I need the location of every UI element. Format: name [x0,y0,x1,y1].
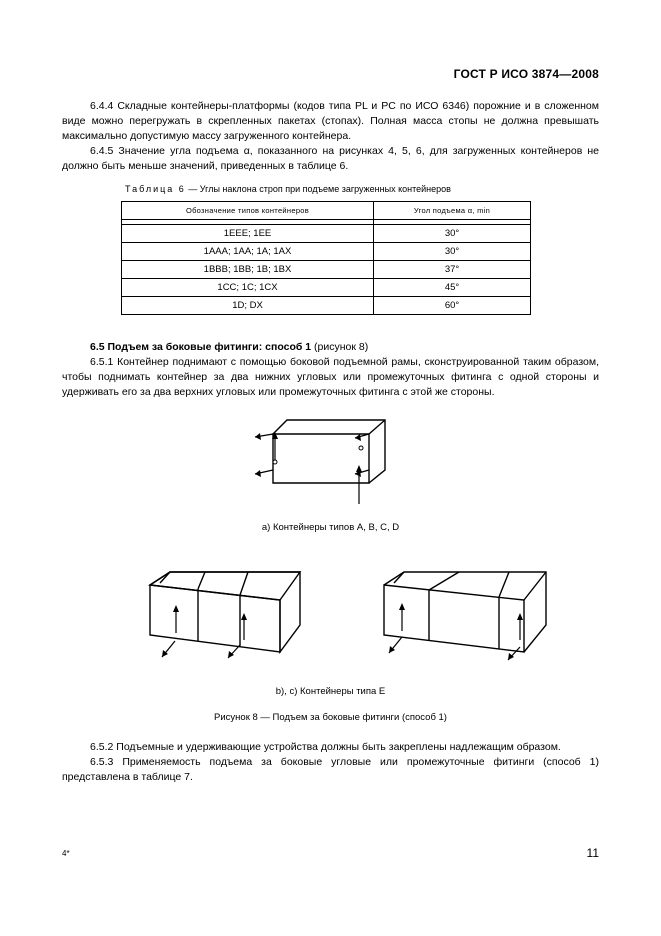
table-6-caption-prefix: Таблица 6 [125,184,186,194]
figure-8a-container-drawing [245,412,395,517]
arrow-icon [356,465,362,472]
table-row [122,243,531,261]
table-cell-type: 1EEE; 1EE [122,225,374,243]
paragraph-6-4-5: 6.4.5 Значение угла подъема α, показанного на рисунках 4, 5, 6, для загруженных контейнеров не должно быть меньше значений, приведенных в таблице 6. [62,145,599,172]
table-cell-type: 1BBB; 1BB; 1B; 1BX [122,261,374,279]
table-cell-type: 1CC; 1C; 1CX [122,279,374,297]
table-cell-angle: 60° [374,297,531,315]
table-cell-type: 1AAA; 1AA; 1A; 1AX [122,243,374,261]
table-cell-angle: 30° [374,243,531,261]
table-cell-angle: 30° [374,225,531,243]
table-header-angle: Угол подъема α, min [374,202,531,220]
container-front-face [273,434,369,483]
arrow-icon [173,605,179,612]
table-row [122,261,531,279]
arrow-icon [255,433,261,440]
table-header-row [122,202,531,220]
footer-sheet-mark: 4* [62,849,70,858]
section-6-5-heading [62,340,599,355]
table-row [122,225,531,243]
table-6-caption-text: — Углы наклона строп при подъеме загруженных контейнеров [185,184,451,194]
table-row [122,279,531,297]
figure-8b-container-drawing [140,565,310,665]
section-6-5-heading-ref: (рисунок 8) [311,341,369,353]
figure-8a-caption: а) Контейнеры типов A, B, C, D [261,522,400,533]
table-6 [121,201,531,315]
table-row [122,297,531,315]
container-top-side-edges [273,420,385,483]
table-cell-angle: 37° [374,261,531,279]
arrow-icon [255,470,261,477]
section-6-5-heading-bold: 6.5 Подъем за боковые фитинги: способ 1 [90,341,312,353]
paragraph-6-5-2: 6.5.2 Подъемные и удерживающие устройства должны быть закреплены надлежащим образом. [90,741,561,753]
paragraph-6-5-3: 6.5.3 Применяемость подъема за боковые угловые или промежуточные фитинги (способ 1) представлена в таблице 7. [62,756,599,783]
arrow-icon [399,603,405,610]
paragraph-6-5-1: 6.5.1 Контейнер поднимают с помощью боковой подъемной рамы, сконструированной таким образом, чтобы поднимать контейнер за два нижних угловых или промежуточных фитинга с одной стороны и удерживать его за два верхних угловых или промежуточных фитинга с этой же стороны. [62,356,599,398]
arrow-icon [517,613,523,620]
page-number: 11 [586,846,599,860]
figure-8bc-caption: b), с) Контейнеры типа E [275,686,386,697]
document-header: ГОСТ Р ИСО 3874—2008 [453,67,599,81]
table-6-caption [125,184,451,194]
figure-8-title: Рисунок 8 — Подъем за боковые фитинги (способ 1) [214,712,447,723]
arrow-icon [355,434,361,441]
table-header-type: Обозначение типов контейнеров [122,202,374,220]
figure-8c-container-drawing [374,565,554,665]
arrow-icon [241,613,247,620]
table-cell-type: 1D; DX [122,297,374,315]
table-cell-angle: 45° [374,279,531,297]
paragraph-6-4-4: 6.4.4 Складные контейнеры-платформы (кодов типа PL и PC по ИСО 6346) порожние и в сложенном виде можно перегружать в скрепленных пакетах (стопах). Полная масса стопы не должна превышать максимально допустимую массу загруженного контейнера. [62,100,599,142]
